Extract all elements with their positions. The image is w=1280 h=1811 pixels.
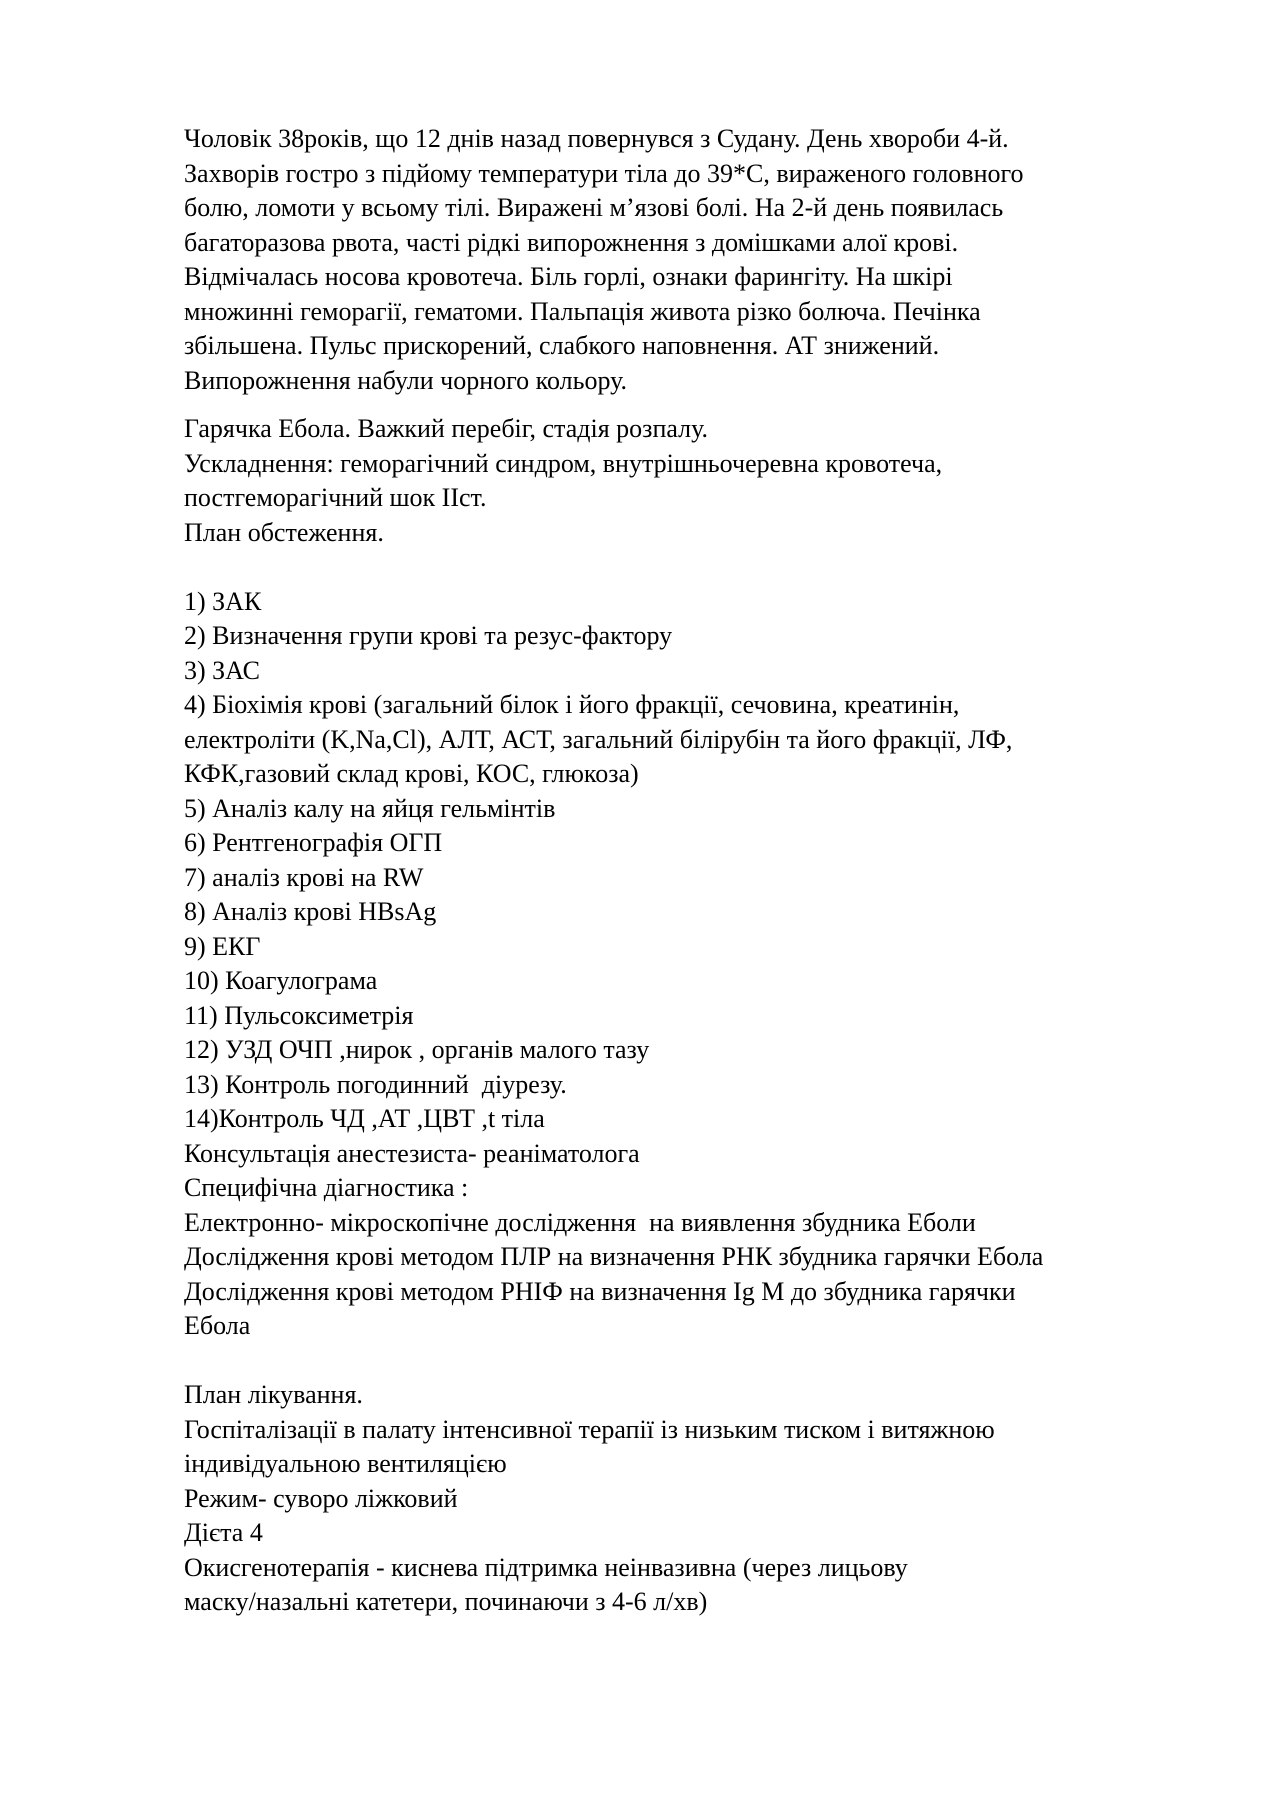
specific-diagnostics-line: Електронно- мікроскопічне дослідження на виявлення збудника Еболи bbox=[184, 1207, 976, 1237]
case-line: Випорожнення набули чорного кольору. bbox=[184, 365, 628, 395]
list-item: 1) ЗАК bbox=[184, 586, 262, 616]
specific-diagnostics-line: Дослідження крові методом ПЛР на визначення РНК збудника гарячки Ебола bbox=[184, 1242, 1044, 1271]
specific-diagnostics-line: Дослідження крові методом РНІФ на визначення Ig M до збудника гарячки bbox=[184, 1276, 1016, 1306]
list-item: 12) УЗД ОЧП ,нирок , органів малого тазу bbox=[184, 1035, 650, 1064]
exam-plan-heading: План обстеження. bbox=[184, 517, 384, 547]
paragraph-gap bbox=[184, 398, 1224, 412]
case-line: Чоловік 38років, що 12 днів назад повернувся з Судану. День хвороби 4-й. bbox=[184, 124, 1009, 153]
treatment-line: Окисгенотерапія - киснева підтримка неінвазивна (через лицьову bbox=[184, 1552, 908, 1582]
list-item: КФК,газовий склад крові, КОС, глюкоза) bbox=[184, 759, 639, 788]
blank-line bbox=[184, 1344, 1224, 1379]
document-content bbox=[184, 122, 1224, 1620]
case-line: Відмічалась носова кровотеча. Біль горлі, ознаки фарингіту. На шкірі bbox=[184, 262, 953, 291]
diagnosis-line: Гарячка Ебола. Важкий перебіг, стадія розпалу. bbox=[184, 414, 708, 443]
treatment-line: Госпіталізації в палату інтенсивної терапії із низьким тиском і витяжною bbox=[184, 1414, 995, 1444]
case-line: болю, ломоти у всьому тілі. Виражені м’язові болі. На 2-й день появилась bbox=[184, 193, 1004, 222]
treatment-line: індивідуальною вентиляцією bbox=[184, 1449, 507, 1478]
list-item: 9) ЕКГ bbox=[184, 931, 261, 961]
specific-diagnostics-line: Ебола bbox=[184, 1311, 251, 1340]
list-item: електроліти (K,Na,Cl), АЛТ, АСТ, загальний білірубін та його фракції, ЛФ, bbox=[184, 724, 1013, 754]
specific-diagnostics-heading: Специфічна діагностика : bbox=[184, 1173, 469, 1202]
list-item: 8) Аналіз крові HBsAg bbox=[184, 897, 437, 926]
list-item: 3) ЗАС bbox=[184, 655, 261, 685]
list-item: 7) аналіз крові на RW bbox=[184, 862, 424, 892]
blank-line bbox=[184, 550, 1224, 585]
list-item: 4) Біохімія крові (загальний білок і його фракції, сечовина, креатинін, bbox=[184, 690, 960, 719]
list-item: 2) Визначення групи крові та резус-фактору bbox=[184, 621, 673, 650]
list-item: 13) Контроль погодинний діурезу. bbox=[184, 1069, 567, 1099]
case-line: збільшена. Пульс прискорений, слабкого наповнення. АТ знижений. bbox=[184, 331, 940, 360]
treatment-plan-heading: План лікування. bbox=[184, 1380, 363, 1409]
list-item: 5) Аналіз калу на яйця гельмінтів bbox=[184, 793, 556, 823]
list-item: 11) Пульсоксиметрія bbox=[184, 1000, 414, 1030]
treatment-line: маску/назальні катетери, починаючи з 4-6 л/хв) bbox=[184, 1587, 708, 1616]
diagnosis-line: Ускладнення: геморагічний синдром, внутрішньочеревна кровотеча, bbox=[184, 448, 943, 478]
treatment-line: Дієта 4 bbox=[184, 1518, 263, 1547]
list-item: 14)Контроль ЧД ,АТ ,ЦВТ ,t тіла bbox=[184, 1104, 545, 1133]
list-item: 6) Рентгенографія ОГП bbox=[184, 828, 443, 857]
treatment-line: Режим- суворо ліжковий bbox=[184, 1483, 458, 1513]
case-line: багаторазова рвота, часті рідкі випорожнення з домішками алої крові. bbox=[184, 227, 959, 257]
exam-plan-list bbox=[184, 585, 1224, 1344]
case-line: множинні геморагії, гематоми. Пальпація живота різко болюча. Печінка bbox=[184, 296, 981, 326]
diagnosis bbox=[184, 412, 1224, 550]
list-item: 10) Коагулограма bbox=[184, 966, 378, 995]
diagnosis-line: постгеморагічний шок ІІст. bbox=[184, 483, 487, 512]
case-line: Захворів гостро з підйому температури тіла до 39*С, вираженого головного bbox=[184, 158, 1024, 188]
treatment-plan bbox=[184, 1378, 1224, 1620]
consultation-line: Консультація анестезиста- реаніматолога bbox=[184, 1138, 640, 1168]
case-description bbox=[184, 122, 1224, 398]
